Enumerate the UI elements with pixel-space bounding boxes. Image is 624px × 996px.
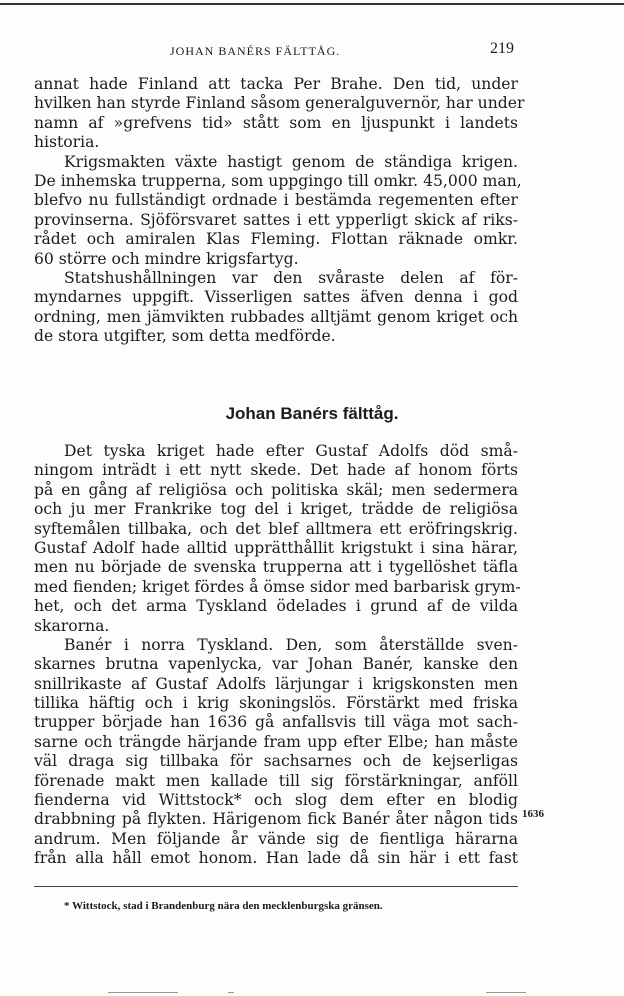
section-heading: Johan Banérs fälttåg. [225,404,399,423]
text-line: på en gång af religiösa och politiska skäl; men sedermera [34,480,518,499]
text-line: rådet och amiralen Klas Fleming. Flottan räknade omkr. [34,230,518,249]
footnote: * Wittstock, stad i Brandenburg nära den mecklenburgska gränsen. [64,900,383,912]
margin-year-note: 1636 [522,808,544,820]
text-line: skarnes brutna vapenlycka, var Johan Banér, kanske den [34,655,518,674]
text-line: förenade makt men kallade till sig förstärkningar, anföll [34,771,518,790]
text-line: ordning, men jämvikten rubbades alltjämt genom kriget och [34,307,518,326]
text-line: med fienden; kriget fördes å ömse sidor med barbarisk grym- [34,577,521,596]
scan-smudge [228,992,234,993]
text-line: Gustaf Adolf hade alltid upprätthållit krigstukt i sina härar, [34,538,518,557]
text-line: från alla håll emot honom. Han lade då sin här i ett fast [34,849,518,868]
top-edge-rule [0,3,624,5]
text-line: drabbning på flykten. Härigenom fick Banér åter någon tids [34,810,518,829]
text-line: 60 större och mindre krigsfartyg. [34,249,299,268]
scan-smudge [486,992,526,993]
text-line: syftemålen tillbaka, och det blef alltmera ett eröfringskrig. [34,519,518,538]
running-title: JOHAN BANÉRS FÄLTTÅG. [170,44,341,58]
text-line: namn af »grefvens tid» stått som en ljuspunkt i landets [34,113,518,132]
text-line: Statshushållningen var den svåraste delen af för- [64,268,518,287]
text-line: blefvo nu fullständigt ordnade i bestämda regementen efter [34,191,518,210]
text-line: och ju mer Frankrike tog del i kriget, trädde de religiösa [34,500,518,519]
text-line: väl draga sig tillbaka för sachsarnes och de kejserligas [34,752,518,771]
footnote-rule [34,886,518,887]
text-line: andrum. Men följande år vände sig de fientliga härarna [34,829,518,848]
text-line: Det tyska kriget hade efter Gustaf Adolfs död små- [64,442,518,460]
text-line: provinserna. Sjöförsvaret sattes i ett ypperligt skick af riks- [34,210,518,229]
text-line: ningom inträdt i ett nytt skede. Det hade af honom förts [34,461,518,480]
text-line: sarne och trängde härjande fram upp efter Elbe; han måste [34,732,518,751]
text-line: snillrikaste af Gustaf Adolfs lärjungar i krigskonsten men [34,674,518,693]
text-line: tillika häftig och i krig skoningslös. Förstärkt med friska [34,694,518,713]
text-line: historia. [34,133,100,152]
text-line: fienderna vid Wittstock* och slog dem efter en blodig [34,791,518,810]
page-number: 219 [490,40,514,57]
text-line: men nu började de svenska trupperna att i tygellöshet täfla [34,558,518,577]
text-line: skarorna. [34,616,110,635]
text-line: hvilken han styrde Finland såsom generalguvernör, har under [34,94,525,113]
section-finland-text [34,75,525,346]
section-baner-text [34,442,521,869]
text-line: De inhemska trupperna, som uppgingo till omkr. 45,000 man, [34,171,522,190]
text-line: annat hade Finland att tacka Per Brahe. Den tid, under [34,75,518,93]
text-line: trupper började han 1636 gå anfallsvis till väga mot sach- [34,713,518,732]
text-line: Banér i norra Tyskland. Den, som återställde sven- [64,635,518,654]
text-line: myndarnes uppgift. Visserligen sattes äfven denna i god [34,288,518,307]
text-line: Krigsmakten växte hastigt genom de ständiga krigen. [64,152,518,171]
text-line: de stora utgifter, som detta medförde. [34,327,336,346]
scan-smudge [108,992,178,993]
text-line: het, och det arma Tyskland ödelades i grund af de vilda [34,597,518,616]
